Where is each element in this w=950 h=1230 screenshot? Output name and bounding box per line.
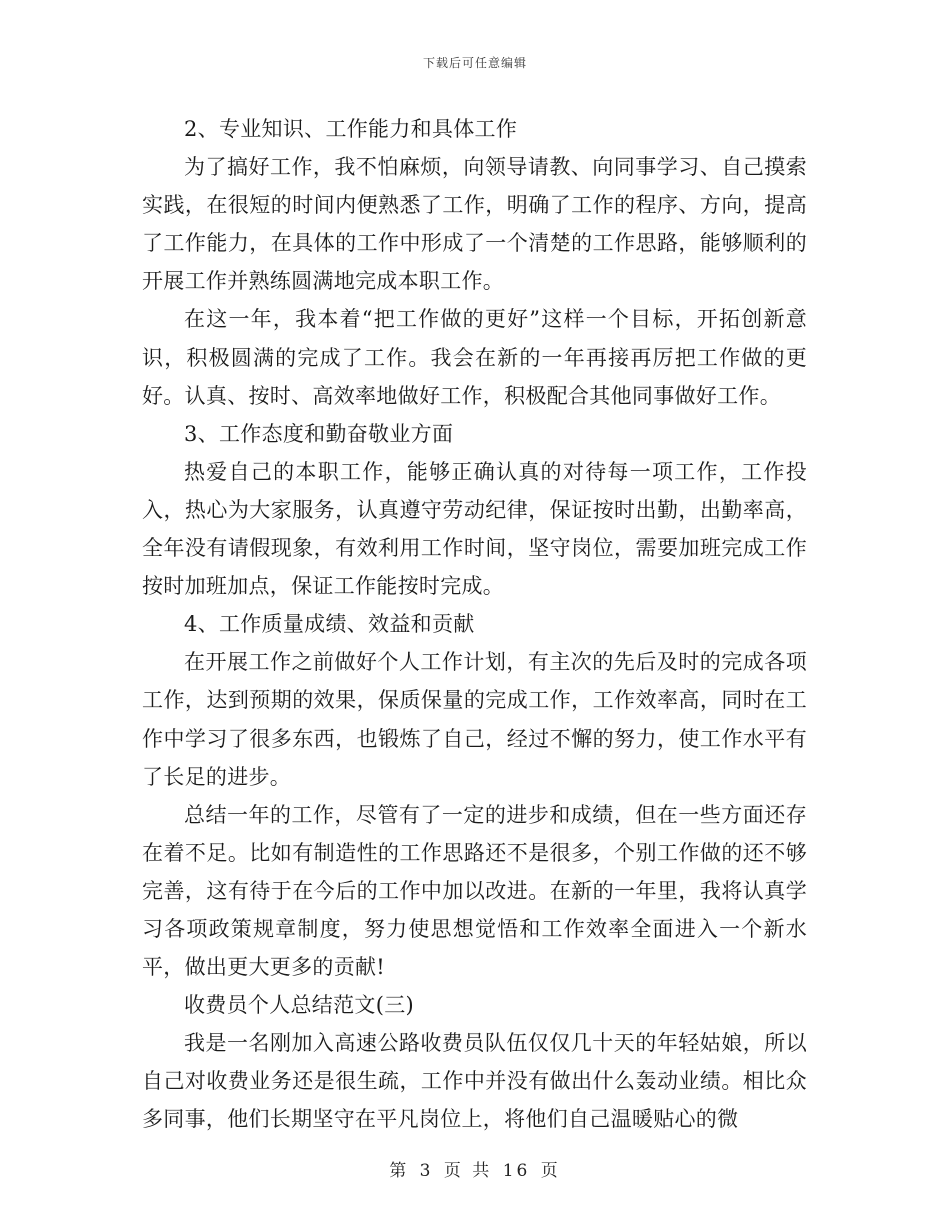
section-heading-4: 4、工作质量成绩、效益和贡献	[184, 612, 475, 637]
section-heading-2: 2、专业知识、工作能力和具体工作	[184, 117, 518, 141]
current-page-number: 3	[419, 1161, 434, 1181]
paragraph: 在开展工作之前做好个人工作计划，有主次的先后及时的完成各项工作，达到预期的效果，保质保量的完成工作，工作效率高，同时在工作中学习了很多东西，也锻炼了自己，经过不懈的努力，使工作水平有了长足的进步。	[142, 650, 807, 789]
document-body	[142, 110, 807, 1139]
page-label-suffix: 页	[540, 1161, 561, 1181]
section-heading-3: 3、工作态度和勤奋敬业方面	[184, 421, 454, 446]
paragraph: 热爱自己的本职工作，能够正确认真的对待每一项工作，工作投入，热心为大家服务，认真遵守劳动纪律，保证按时出勤，出勤率高，全年没有请假现象，有效利用工作时间，坚守岗位，需要加班完成工作按时加班加点，保证工作能按时完成。	[142, 459, 807, 599]
page-label-mid: 页 共	[443, 1161, 493, 1181]
paragraph: 总结一年的工作，尽管有了一定的进步和成绩，但在一些方面还存在着不足。比如有制造性的工作思路还不是很多，个别工作做的还不够完善，这有待于在今后的工作中加以改进。在新的一年里，我将认真学习各项政策规章制度，努力使思想觉悟和工作效率全面进入一个新水平，做出更大更多的贡献!	[142, 802, 807, 980]
page-header: 下载后可任意编辑	[422, 56, 527, 70]
total-page-count: 16	[502, 1161, 531, 1181]
paragraph: 我是一名刚加入高速公路收费员队伍仅仅几十天的年轻姑娘，所以自己对收费业务还是很生疏，工作中并没有做出什么轰动业绩。相比众多同事，他们长期坚守在平凡岗位上，将他们自己温暖贴心的微	[142, 1031, 807, 1132]
page-label-prefix: 第	[389, 1161, 410, 1181]
paragraph: 为了搞好工作，我不怕麻烦，向领导请教、向同事学习、自己摸索实践，在很短的时间内便熟悉了工作，明确了工作的程序、方向，提高了工作能力，在具体的工作中形成了一个清楚的工作思路，能够顺利的开展工作并熟练圆满地完成本职工作。	[142, 155, 807, 294]
paragraph: 在这一年，我本着“把工作做的更好”这样一个目标，开拓创新意识，积极圆满的完成了工作。我会在新的一年再接再厉把工作做的更好。认真、按时、高效率地做好工作，积极配合其他同事做好工作。	[142, 307, 807, 408]
article-title: 收费员个人总结范文(三)	[184, 993, 414, 1018]
page-footer	[0, 1156, 950, 1181]
